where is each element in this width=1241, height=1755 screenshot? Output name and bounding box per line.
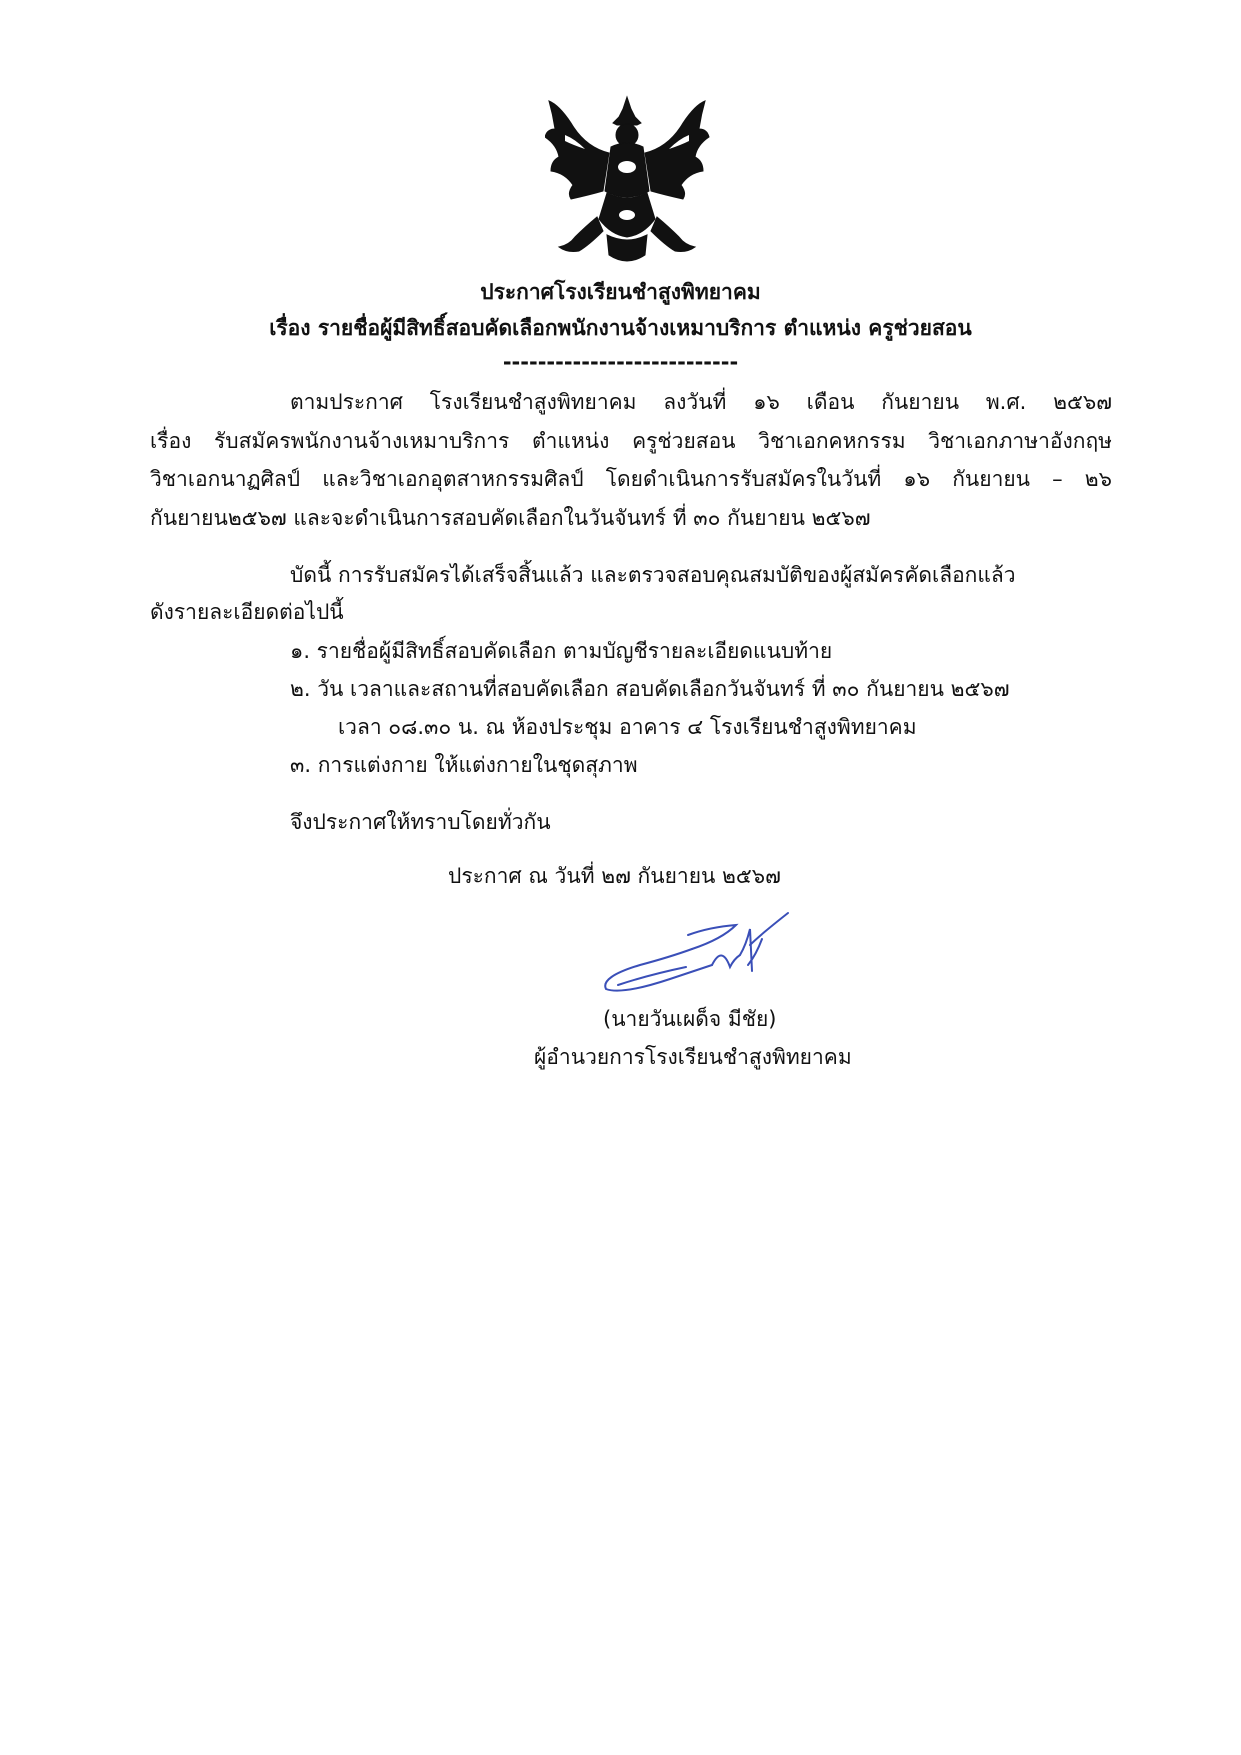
list-item-2-continuation: เวลา ๐๘.๓๐ น. ณ ห้องประชุม อาคาร ๔ โรงเรียนชำสูงพิทยาคม <box>338 715 917 739</box>
signature-icon <box>600 905 800 1000</box>
list-item-3: ๓. การแต่งกาย ให้แต่งกายในชุดสุภาพ <box>290 753 638 777</box>
announcement-date: ประกาศ ณ วันที่ ๒๗ กันยายน ๒๕๖๗ <box>448 864 781 888</box>
title-separator: --------------------------- <box>502 350 739 374</box>
signer-name: (นายวันเผด็จ มีชัย) <box>603 1007 777 1031</box>
paragraph-2-line-2: ดังรายละเอียดต่อไปนี้ <box>150 600 344 624</box>
closing-text: จึงประกาศให้ทราบโดยทั่วกัน <box>290 810 551 834</box>
signer-position: ผู้อำนวยการโรงเรียนชำสูงพิทยาคม <box>534 1045 852 1069</box>
paragraph-1-line-2: เรื่อง รับสมัครพนักงานจ้างเหมาบริการ ตำแหน่ง ครูช่วยสอน วิชาเอกคหกรรม วิชาเอกภาษาอังกฤษ <box>150 429 1112 453</box>
list-item-1: ๑. รายชื่อผู้มีสิทธิ์สอบคัดเลือก ตามบัญชีรายละเอียดแนบท้าย <box>290 639 833 663</box>
announcement-title: ประกาศโรงเรียนชำสูงพิทยาคม <box>480 280 761 304</box>
garuda-emblem-icon <box>545 95 710 267</box>
paragraph-1-line-1: ตามประกาศ โรงเรียนชำสูงพิทยาคม ลงวันที่ ๑๖ เดือน กันยายน พ.ศ. ๒๕๖๗ <box>290 390 1112 414</box>
paragraph-1-line-4: กันยายน๒๕๖๗ และจะดำเนินการสอบคัดเลือกในวันจันทร์ ที่ ๓๐ กันยายน ๒๕๖๗ <box>150 506 871 530</box>
paragraph-2-line-1: บัดนี้ การรับสมัครได้เสร็จสิ้นแล้ว และตรวจสอบคุณสมบัติของผู้สมัครคัดเลือกแล้ว <box>290 563 1016 587</box>
announcement-subject: เรื่อง รายชื่อผู้มีสิทธิ์สอบคัดเลือกพนักงานจ้างเหมาบริการ ตำแหน่ง ครูช่วยสอน <box>269 316 972 340</box>
paragraph-1-line-3: วิชาเอกนาฏศิลป์ และวิชาเอกอุตสาหกรรมศิลป์ โดยดำเนินการรับสมัครในวันที่ ๑๖ กันยายน – ๒๖ <box>150 467 1112 491</box>
list-item-2: ๒. วัน เวลาและสถานที่สอบคัดเลือก สอบคัดเลือกวันจันทร์ ที่ ๓๐ กันยายน ๒๕๖๗ <box>290 677 1010 701</box>
